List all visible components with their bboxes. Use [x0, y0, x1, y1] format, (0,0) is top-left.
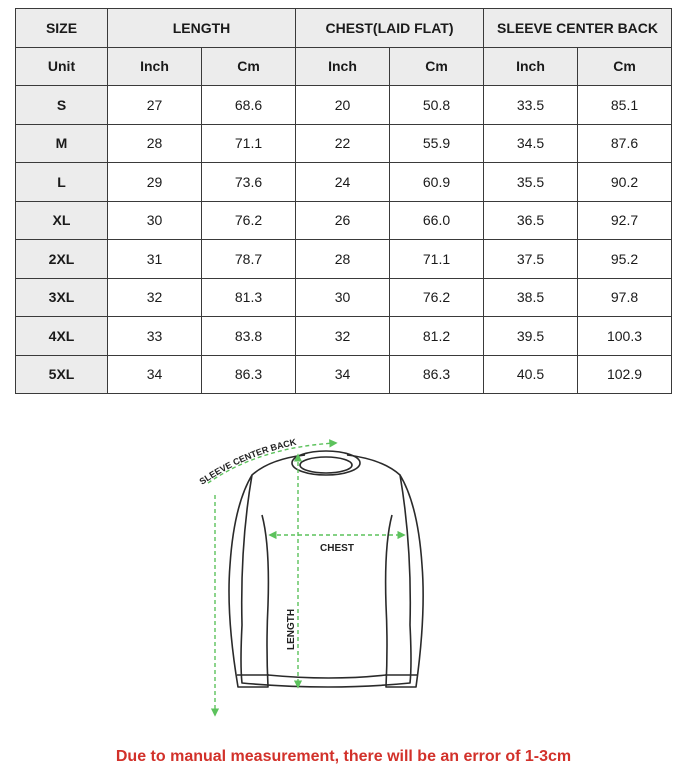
- length-label: LENGTH: [286, 608, 297, 650]
- table-cell: 32: [296, 317, 390, 356]
- table-cell: 102.9: [578, 355, 672, 394]
- table-cell: 37.5: [484, 240, 578, 279]
- sleeve-label: SLEEVE CENTER BACK: [197, 436, 298, 487]
- table-cell: 50.8: [390, 86, 484, 125]
- table-cell: 83.8: [202, 317, 296, 356]
- table-row: [16, 124, 672, 163]
- table-cell: 28: [296, 240, 390, 279]
- unit-chest-cm: Cm: [390, 47, 484, 86]
- unit-sleeve-inch: Inch: [484, 47, 578, 86]
- table-cell: 27: [108, 86, 202, 125]
- sweater-diagram: [190, 425, 470, 725]
- table-row: [16, 240, 672, 279]
- table-cell: 66.0: [390, 201, 484, 240]
- table-row: [16, 163, 672, 202]
- table-row: [16, 86, 672, 125]
- table-cell: 55.9: [390, 124, 484, 163]
- table-cell: 95.2: [578, 240, 672, 279]
- unit-length-cm: Cm: [202, 47, 296, 86]
- table-cell: 34: [296, 355, 390, 394]
- table-cell: 100.3: [578, 317, 672, 356]
- size-chart-table: [15, 8, 672, 394]
- size-cell: 5XL: [16, 355, 108, 394]
- table-cell: 30: [296, 278, 390, 317]
- table-cell: 76.2: [202, 201, 296, 240]
- table-cell: 34: [108, 355, 202, 394]
- chest-label: CHEST: [320, 543, 354, 554]
- table-cell: 22: [296, 124, 390, 163]
- unit-sleeve-cm: Cm: [578, 47, 672, 86]
- sweater-outline: [229, 451, 423, 687]
- size-cell: 4XL: [16, 317, 108, 356]
- table-cell: 30: [108, 201, 202, 240]
- table-cell: 39.5: [484, 317, 578, 356]
- table-cell: 34.5: [484, 124, 578, 163]
- table-cell: 81.2: [390, 317, 484, 356]
- measurement-note: Due to manual measurement, there will be an error of 1-3cm: [115, 748, 572, 765]
- table-cell: 76.2: [390, 278, 484, 317]
- header-sleeve: SLEEVE CENTER BACK: [484, 9, 672, 48]
- table-cell: 71.1: [390, 240, 484, 279]
- table-cell: 33.5: [484, 86, 578, 125]
- table-cell: 92.7: [578, 201, 672, 240]
- size-cell: 2XL: [16, 240, 108, 279]
- table-cell: 81.3: [202, 278, 296, 317]
- size-cell: M: [16, 124, 108, 163]
- sweater-left-sleeve: [229, 475, 268, 687]
- table-cell: 35.5: [484, 163, 578, 202]
- size-cell: L: [16, 163, 108, 202]
- unit-length-inch: Inch: [108, 47, 202, 86]
- sweater-hem: [268, 675, 386, 678]
- size-cell: XL: [16, 201, 108, 240]
- unit-label: Unit: [16, 47, 108, 86]
- table-cell: 24: [296, 163, 390, 202]
- table-cell: 60.9: [390, 163, 484, 202]
- table-cell: 31: [108, 240, 202, 279]
- table-cell: 78.7: [202, 240, 296, 279]
- table-cell: 26: [296, 201, 390, 240]
- table-cell: 28: [108, 124, 202, 163]
- table-cell: 87.6: [578, 124, 672, 163]
- table-cell: 85.1: [578, 86, 672, 125]
- table-cell: 97.8: [578, 278, 672, 317]
- table-cell: 33: [108, 317, 202, 356]
- table-cell: 32: [108, 278, 202, 317]
- table-cell: 40.5: [484, 355, 578, 394]
- table-cell: 90.2: [578, 163, 672, 202]
- header-length: LENGTH: [108, 9, 296, 48]
- table-cell: 38.5: [484, 278, 578, 317]
- header-size: SIZE: [16, 9, 108, 48]
- header-chest: CHEST(LAID FLAT): [296, 9, 484, 48]
- size-cell: 3XL: [16, 278, 108, 317]
- sweater-collar: [292, 451, 360, 475]
- table-cell: 86.3: [202, 355, 296, 394]
- table-cell: 29: [108, 163, 202, 202]
- table-cell: 20: [296, 86, 390, 125]
- table-row: [16, 201, 672, 240]
- table-cell: 86.3: [390, 355, 484, 394]
- table-cell: 36.5: [484, 201, 578, 240]
- table-cell: 73.6: [202, 163, 296, 202]
- size-cell: S: [16, 86, 108, 125]
- table-cell: 71.1: [202, 124, 296, 163]
- sweater-collar-inner: [300, 457, 352, 473]
- table-row: [16, 317, 672, 356]
- table-row: [16, 355, 672, 394]
- unit-chest-inch: Inch: [296, 47, 390, 86]
- table-row: [16, 278, 672, 317]
- table-cell: 68.6: [202, 86, 296, 125]
